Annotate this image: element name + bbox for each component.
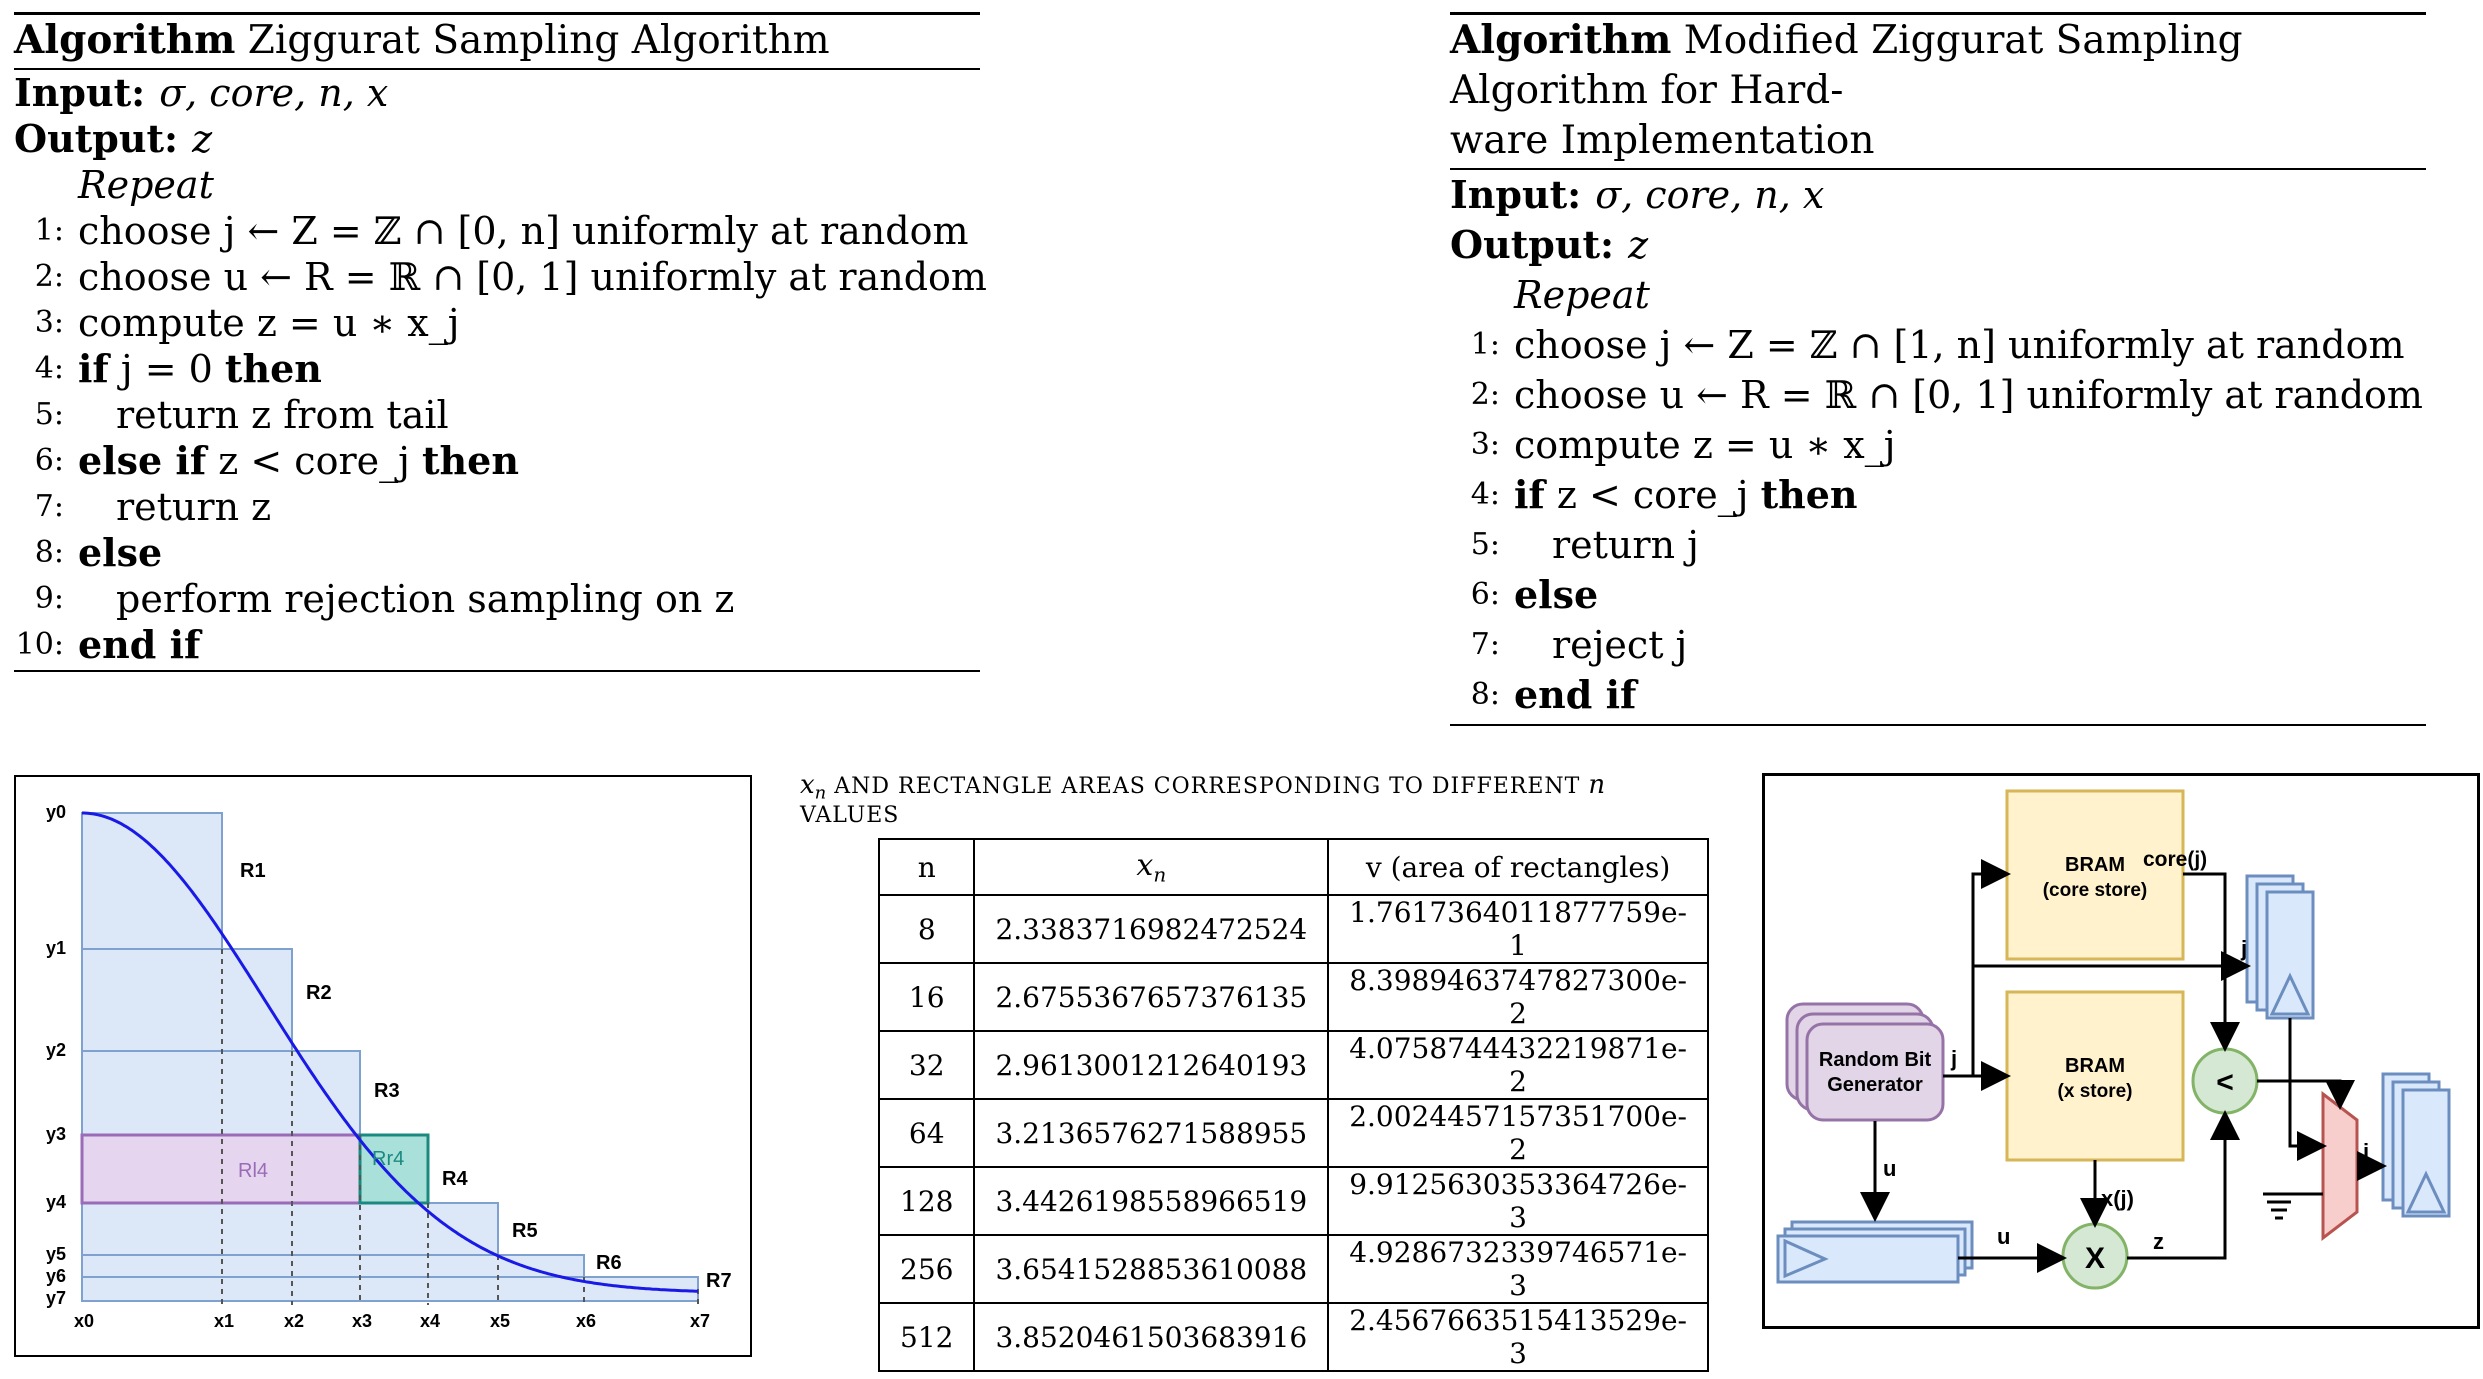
algo1-line xyxy=(14,438,980,484)
line-number: 8: xyxy=(1470,677,1500,712)
y-tick-label: y3 xyxy=(46,1124,67,1144)
algo2-output-value: z xyxy=(1628,223,1649,267)
y-tick-label: y0 xyxy=(46,802,67,822)
cell-area: 1.7617364011877759e-1 xyxy=(1328,895,1708,963)
algo1-title-keyword: Algorithm xyxy=(14,17,236,63)
statement-text: choose j ← Z = ℤ ∩ [0, n] uniformly at random xyxy=(78,209,969,253)
bram-x-label: BRAM xyxy=(2065,1055,2125,1077)
algo2-title xyxy=(1450,15,2426,168)
algo2-input-value: σ, core, n, x xyxy=(1595,173,1825,217)
algo1-line xyxy=(14,254,987,300)
keyword: end if xyxy=(78,622,201,667)
line-content xyxy=(78,530,162,576)
statement-text: z < core_j xyxy=(1544,473,1761,517)
table-caption xyxy=(800,770,1710,828)
line-content xyxy=(78,300,460,346)
cell-area: 4.9286732339746571e-3 xyxy=(1328,1235,1708,1303)
rect-r4-right-label: Rr4 xyxy=(372,1148,405,1170)
line-content xyxy=(78,254,987,300)
cell-n: 8 xyxy=(879,895,974,963)
line-content xyxy=(1514,670,1636,720)
table-row xyxy=(879,1031,1708,1099)
line-number: 2: xyxy=(34,259,64,294)
j-label-2: j xyxy=(2241,936,2248,961)
cell-n: 16 xyxy=(879,963,974,1031)
ziggurat-rect xyxy=(82,813,222,949)
algo2-title-keyword: Algorithm xyxy=(1450,17,1672,63)
algo2-input-label: Input: xyxy=(1450,172,1582,217)
line-content xyxy=(1514,470,1858,520)
line-number: 7: xyxy=(1470,627,1500,662)
mux-block xyxy=(2323,1094,2357,1238)
algo2-line xyxy=(1450,620,2426,670)
rect-r4-left-label: Rl4 xyxy=(238,1160,269,1182)
line-content xyxy=(78,438,519,484)
x-tick-label: x1 xyxy=(214,1311,235,1331)
core-j-label: core(j) xyxy=(2143,848,2208,871)
line-number: 3: xyxy=(34,305,64,340)
statement-text: reject j xyxy=(1552,623,1688,667)
cell-n: 256 xyxy=(879,1235,974,1303)
algo1-bottom-rule xyxy=(14,670,980,672)
rect-label: R5 xyxy=(512,1220,538,1242)
x-tick-label: x3 xyxy=(352,1311,373,1331)
keyword: then xyxy=(1760,472,1858,517)
line-number: 6: xyxy=(34,443,64,478)
ziggurat-rect xyxy=(82,949,292,1051)
caption-mid: AND RECTANGLE AREAS CORRESPONDING TO DIFFERENT xyxy=(826,774,1589,799)
bram-core-label: BRAM xyxy=(2065,854,2125,876)
y-tick-label: y1 xyxy=(46,938,67,958)
rect-label: R4 xyxy=(442,1168,468,1190)
line-content xyxy=(78,346,322,392)
header-area: v (area of rectangles) xyxy=(1328,839,1708,895)
statement-text: return z from tail xyxy=(116,393,449,437)
algo2-line xyxy=(1450,570,2426,620)
line-number: 6: xyxy=(1470,577,1500,612)
ziggurat-rect xyxy=(82,1255,584,1277)
y-tick-label: y2 xyxy=(46,1040,67,1060)
algo2-line xyxy=(1450,470,2426,520)
algo1-input-value: σ, core, n, x xyxy=(159,71,389,115)
xn-table xyxy=(878,838,1709,1372)
cell-xn: 3.4426198558966519 xyxy=(974,1167,1328,1235)
line-number: 5: xyxy=(34,397,64,432)
line-number: 4: xyxy=(1470,477,1500,512)
table-row xyxy=(879,1167,1708,1235)
line-content xyxy=(1514,420,1896,470)
line-number: 4: xyxy=(34,351,64,386)
statement-text: perform rejection sampling on z xyxy=(116,577,735,621)
table-row xyxy=(879,895,1708,963)
line-number: 8: xyxy=(34,535,64,570)
header-xn: $x_n$ xyxy=(974,839,1328,895)
line-number: 3: xyxy=(1470,427,1500,462)
statement-text: choose u ← R = ℝ ∩ [0, 1] uniformly at random xyxy=(78,255,987,299)
header-n: n xyxy=(879,839,974,895)
line-content xyxy=(116,576,734,622)
u-label-2: u xyxy=(1997,1224,2011,1249)
keyword: else xyxy=(1514,572,1599,617)
cell-area: 2.0024457157351700e-2 xyxy=(1328,1099,1708,1167)
y-tick-label: y4 xyxy=(46,1192,67,1212)
cell-xn: 2.9613001212640193 xyxy=(974,1031,1328,1099)
x-tick-label: x0 xyxy=(74,1311,95,1331)
algo1-title xyxy=(14,15,980,68)
algo1-output xyxy=(14,116,980,162)
statement-text: z < core_j xyxy=(206,439,422,483)
statement-text: j = 0 xyxy=(108,347,225,391)
j-register xyxy=(2267,892,2313,1018)
keyword: else if xyxy=(78,438,207,483)
keyword: else xyxy=(78,530,163,575)
line-content xyxy=(116,484,271,530)
line-content xyxy=(1514,320,2405,370)
algo1-input xyxy=(14,70,980,116)
hardware-diagram xyxy=(1762,773,2480,1329)
cell-area: 8.3989463747827300e-2 xyxy=(1328,963,1708,1031)
algo2-lines xyxy=(1450,320,2426,720)
keyword: end if xyxy=(1514,672,1637,717)
multiply-symbol: X xyxy=(2084,1242,2106,1275)
xj-label: x(j) xyxy=(2101,1186,2134,1211)
algo2-line xyxy=(1450,520,2426,570)
caption-x-sub: n xyxy=(814,782,827,804)
u-register xyxy=(1778,1236,1958,1282)
algo1-lines xyxy=(14,208,987,668)
cell-n: 32 xyxy=(879,1031,974,1099)
keyword: then xyxy=(421,438,519,483)
statement-text: return z xyxy=(116,485,272,529)
keyword: if xyxy=(78,346,109,391)
table-row xyxy=(879,1099,1708,1167)
y-tick-label: y6 xyxy=(46,1266,67,1286)
bram-core-sublabel: (core store) xyxy=(2042,880,2148,901)
line-content xyxy=(1514,370,2423,420)
rect-label: R3 xyxy=(374,1080,400,1102)
cell-area: 4.0758744432219871e-2 xyxy=(1328,1031,1708,1099)
algo2-output xyxy=(1450,220,2426,270)
x-tick-label: x5 xyxy=(490,1311,511,1331)
u-label-1: u xyxy=(1883,1156,1897,1181)
rng-label-2: Generator xyxy=(1827,1074,1923,1096)
algorithm-1 xyxy=(14,12,987,672)
algo2-title-text-1: Modified Ziggurat Sampling Algorithm for Hard- xyxy=(1450,18,2243,113)
line-content xyxy=(1514,570,1598,620)
keyword: if xyxy=(1514,472,1545,517)
algo1-repeat: Repeat xyxy=(78,163,214,207)
y-tick-label: y5 xyxy=(46,1244,67,1264)
x-tick-label: x6 xyxy=(576,1311,597,1331)
table-body xyxy=(879,895,1708,1371)
table-row xyxy=(879,1235,1708,1303)
ziggurat-rect xyxy=(82,1203,498,1255)
j-label-3: j xyxy=(2363,1139,2370,1164)
hw-svg xyxy=(1765,776,2477,1326)
line-number: 5: xyxy=(1470,527,1500,562)
caption-n: n xyxy=(1588,770,1606,800)
line-number: 1: xyxy=(34,213,64,248)
ziggurat-rect xyxy=(82,1277,698,1301)
rect-label: R2 xyxy=(306,982,332,1004)
algo1-line xyxy=(14,346,980,392)
statement-text: choose u ← R = ℝ ∩ [0, 1] uniformly at random xyxy=(1514,373,2423,417)
statement-text: return j xyxy=(1552,523,1699,567)
table-row xyxy=(879,963,1708,1031)
cell-xn: 3.2136576271588955 xyxy=(974,1099,1328,1167)
algo2-bottom-rule xyxy=(1450,724,2426,726)
algo1-line xyxy=(14,576,980,622)
cell-n: 64 xyxy=(879,1099,974,1167)
algo2-line xyxy=(1450,670,2426,720)
cell-n: 128 xyxy=(879,1167,974,1235)
algo2-line xyxy=(1450,370,2426,420)
caption-suffix: VALUES xyxy=(800,803,900,829)
line-content xyxy=(1552,520,1699,570)
cell-xn: 3.6541528853610088 xyxy=(974,1235,1328,1303)
statement-text: compute z = u ∗ x_j xyxy=(78,301,460,345)
algo2-title-text-2: ware Implementation xyxy=(1450,118,1875,163)
algo1-title-text: Ziggurat Sampling Algorithm xyxy=(247,18,830,63)
ziggurat-svg xyxy=(16,777,750,1355)
algo1-output-label: Output: xyxy=(14,116,179,161)
algo1-line xyxy=(14,622,980,668)
algo2-line xyxy=(1450,420,2426,470)
keyword: then xyxy=(224,346,322,391)
rng-label-1: Random Bit xyxy=(1818,1049,1932,1071)
z-label: z xyxy=(2153,1229,2164,1254)
j-label-1: j xyxy=(1951,1046,1958,1071)
ground-icon xyxy=(2263,1194,2323,1218)
rect-label: R6 xyxy=(596,1252,622,1274)
line-number: 7: xyxy=(34,489,64,524)
algorithm-2 xyxy=(1450,12,2426,726)
algo2-output-label: Output: xyxy=(1450,222,1615,267)
rect-label: R7 xyxy=(706,1270,732,1292)
compare-symbol: < xyxy=(2216,1066,2234,1099)
algo1-line xyxy=(14,530,980,576)
x-tick-label: x4 xyxy=(420,1311,441,1331)
line-content xyxy=(116,392,449,438)
algo1-output-value: z xyxy=(192,117,213,161)
statement-text: compute z = u ∗ x_j xyxy=(1514,423,1896,467)
rng-block xyxy=(1807,1024,1943,1120)
bram-x-sublabel: (x store) xyxy=(2057,1081,2133,1102)
x-tick-label: x7 xyxy=(690,1311,711,1331)
cell-xn: 2.3383716982472524 xyxy=(974,895,1328,963)
algo1-line xyxy=(14,392,980,438)
cell-area: 2.4567663515413529e-3 xyxy=(1328,1303,1708,1371)
algo2-input xyxy=(1450,170,2426,220)
algo2-repeat: Repeat xyxy=(1514,273,1650,317)
x-tick-label: x2 xyxy=(284,1311,305,1331)
line-number: 9: xyxy=(34,581,64,616)
algo1-line xyxy=(14,300,980,346)
algo2-line xyxy=(1450,320,2426,370)
algo1-line xyxy=(14,484,980,530)
rect-label: R1 xyxy=(240,860,266,882)
cell-xn: 2.6755367657376135 xyxy=(974,963,1328,1031)
line-number: 2: xyxy=(1470,377,1500,412)
algo1-input-label: Input: xyxy=(14,70,146,115)
statement-text: choose j ← Z = ℤ ∩ [1, n] uniformly at random xyxy=(1514,323,2405,367)
line-number: 10: xyxy=(15,627,64,662)
table-header-row xyxy=(879,839,1708,895)
y-tick-label: y7 xyxy=(46,1288,67,1308)
line-number: 1: xyxy=(1470,327,1500,362)
caption-x: x xyxy=(800,770,815,800)
table-row xyxy=(879,1303,1708,1371)
cell-area: 9.9125630353364726e-3 xyxy=(1328,1167,1708,1235)
line-content xyxy=(1552,620,1687,670)
cell-n: 512 xyxy=(879,1303,974,1371)
line-content xyxy=(78,208,969,254)
line-content xyxy=(78,622,200,668)
algo1-line xyxy=(14,208,980,254)
cell-xn: 3.8520461503683916 xyxy=(974,1303,1328,1371)
out-register xyxy=(2403,1090,2449,1216)
ziggurat-figure xyxy=(14,775,752,1357)
